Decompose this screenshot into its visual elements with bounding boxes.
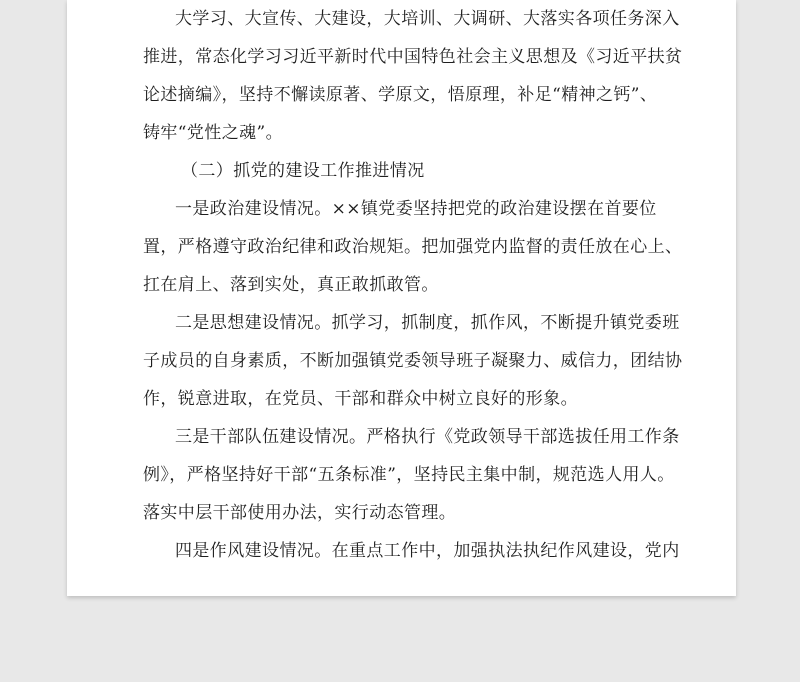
paragraph-line: 二是思想建设情况。抓学习，抓制度，抓作风，不断提升镇党委班 xyxy=(175,313,680,333)
paragraph-line: 例》，严格坚持好干部“五条标准”，坚持民主集中制，规范选人用人。 xyxy=(143,465,675,485)
paragraph-line: 作，锐意进取，在党员、干部和群众中树立良好的形象。 xyxy=(143,389,578,409)
paragraph-line: 推进，常态化学习习近平新时代中国特色社会主义思想及《习近平扶贫 xyxy=(143,47,683,67)
paragraph-line: 落实中层干部使用办法，实行动态管理。 xyxy=(143,503,457,523)
paragraph-line: 四是作风建设情况。在重点工作中，加强执法执纪作风建设，党内 xyxy=(175,541,680,561)
document-page xyxy=(67,0,736,596)
paragraph-line: 子成员的自身素质，不断加强镇党委领导班子凝聚力、威信力，团结协 xyxy=(143,351,683,371)
paragraph-line: 铸牢“党性之魂”。 xyxy=(143,123,283,143)
section-heading: （二）抓党的建设工作推进情况 xyxy=(181,161,425,181)
paragraph-line: 论述摘编》，坚持不懈读原著、学原文，悟原理，补足“精神之钙”、 xyxy=(143,85,658,105)
paragraph-line: 扛在肩上、落到实处，真正敢抓敢管。 xyxy=(143,275,439,295)
paragraph-line: 三是干部队伍建设情况。严格执行《党政领导干部选拔任用工作条 xyxy=(175,427,680,447)
paragraph-line: 一是政治建设情况。××镇党委坚持把党的政治建设摆在首要位 xyxy=(175,199,657,219)
paragraph-line: 置，严格遵守政治纪律和政治规矩。把加强党内监督的责任放在心上、 xyxy=(143,237,683,257)
paragraph-line: 大学习、大宣传、大建设，大培训、大调研、大落实各项任务深入 xyxy=(175,9,680,29)
